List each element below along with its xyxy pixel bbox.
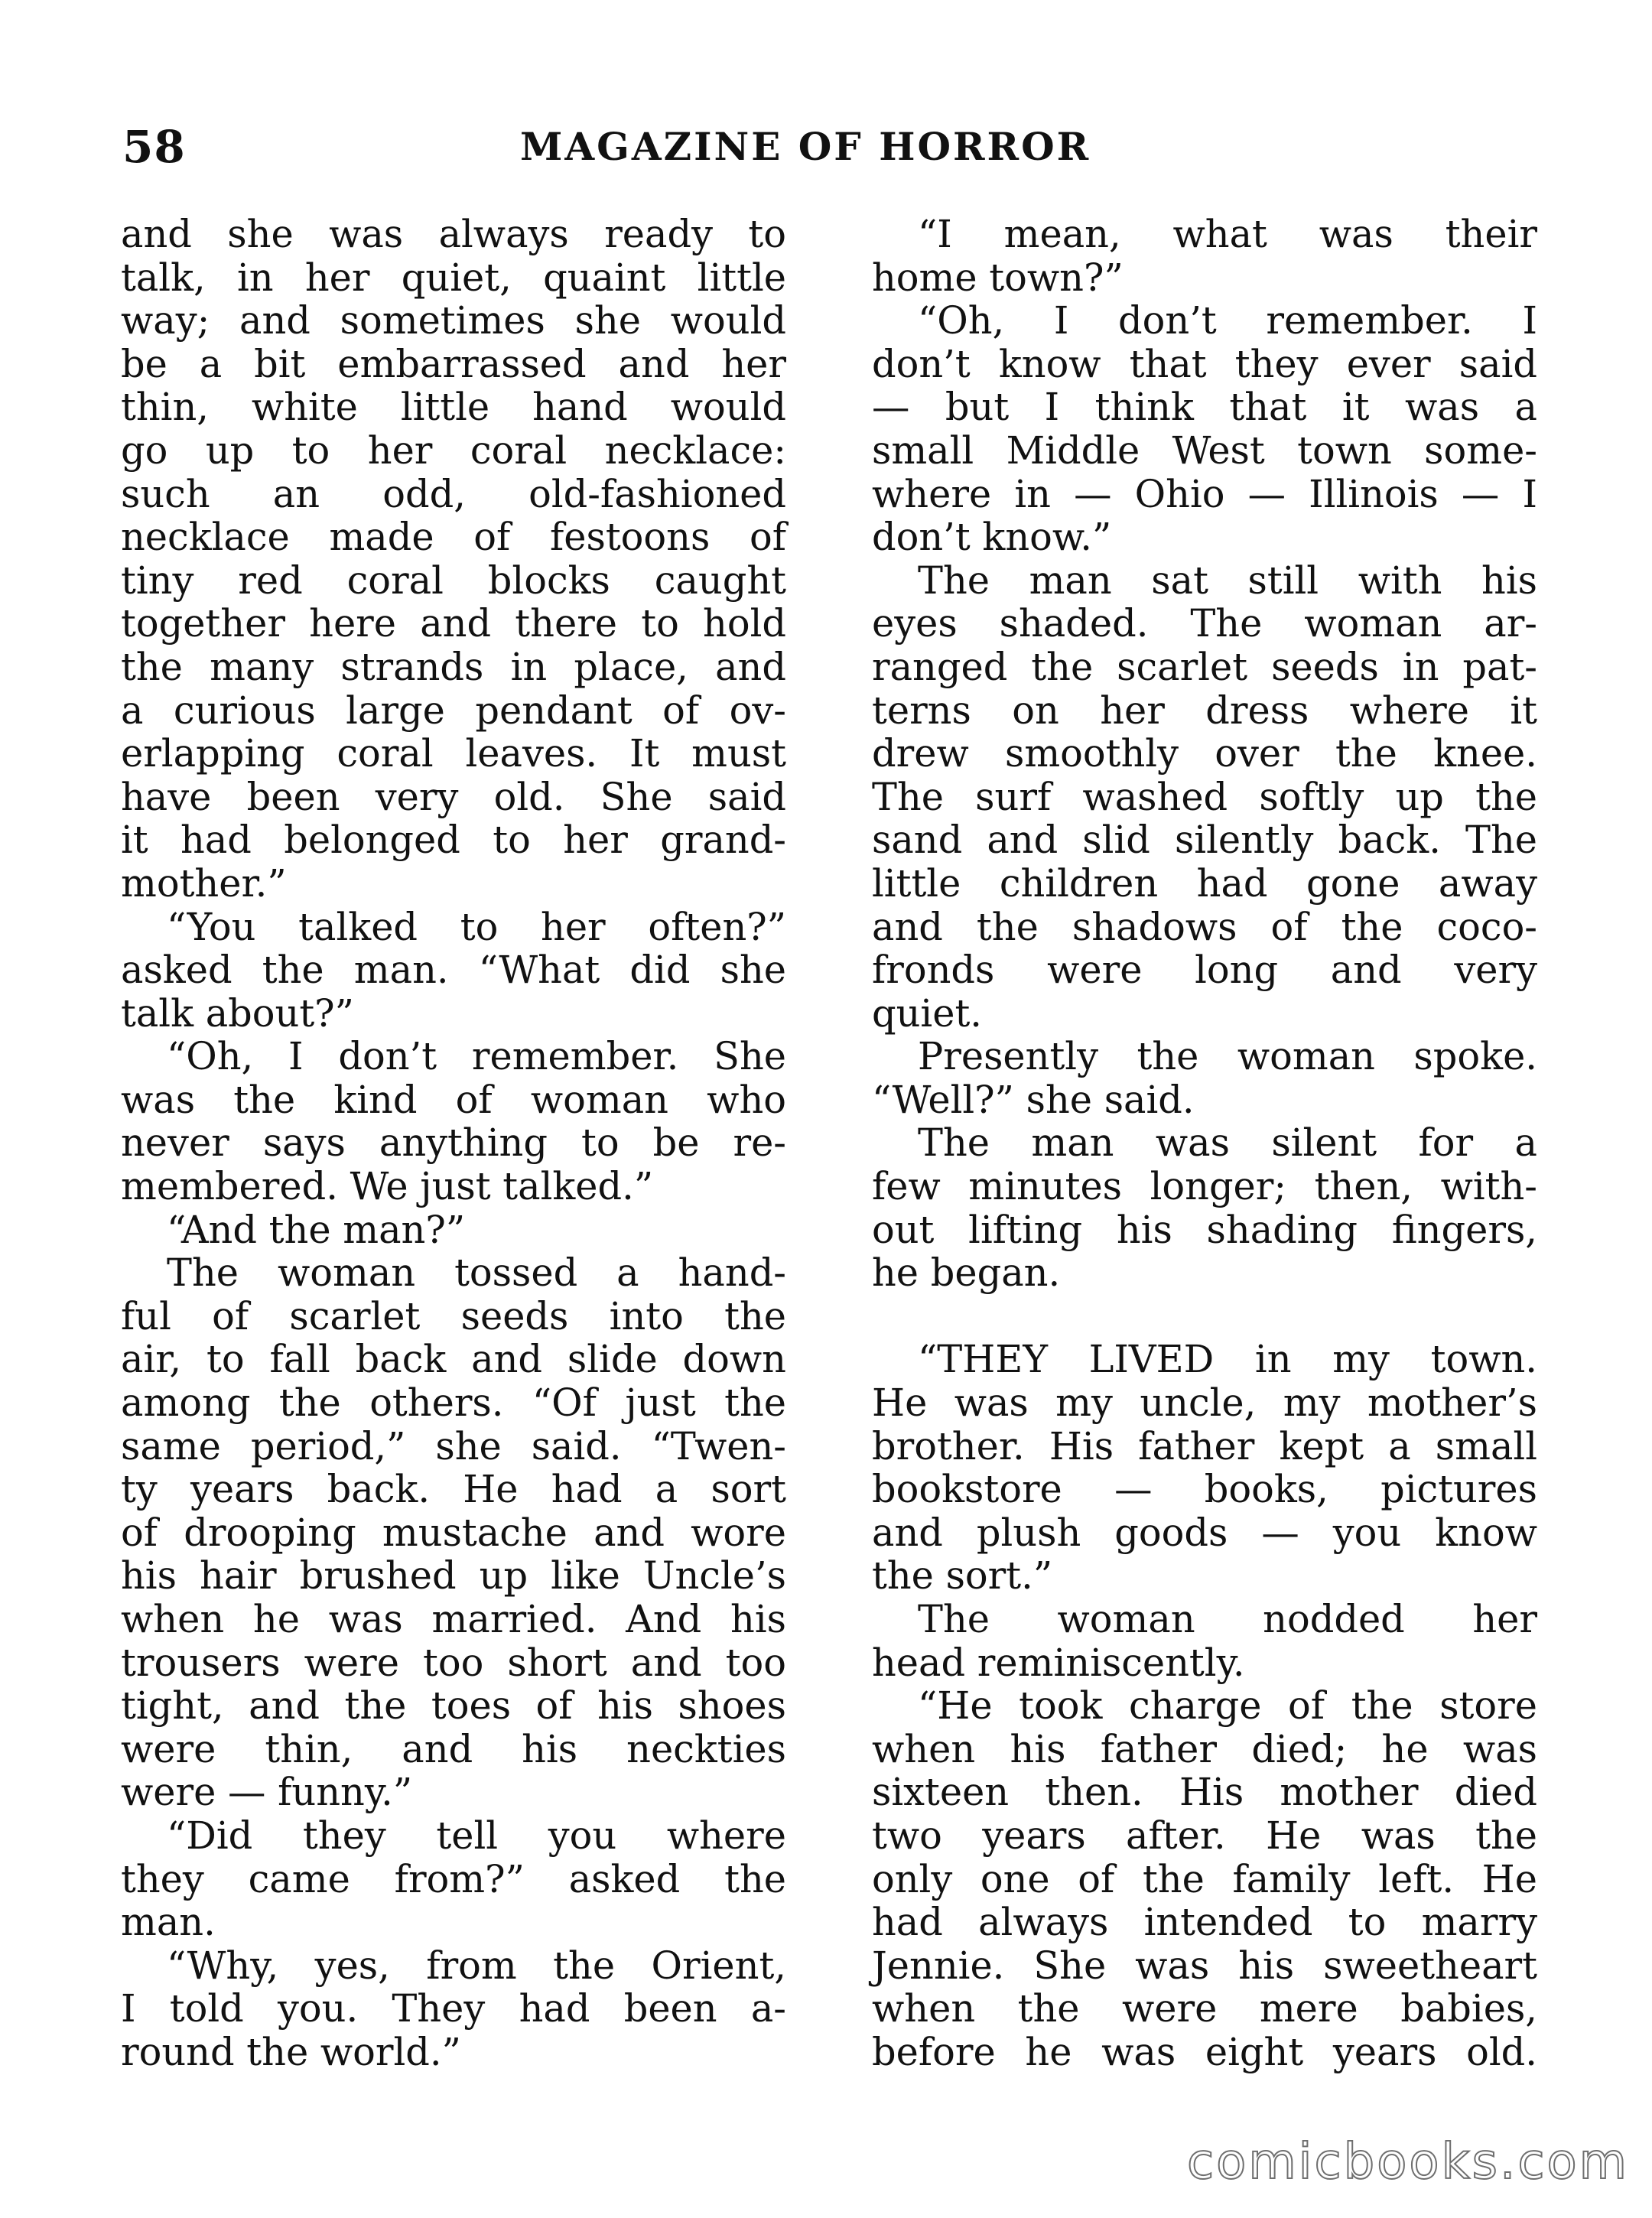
text-line: bookstore — books, pictures — [872, 1467, 1537, 1512]
text-line: The man was silent for a — [918, 1120, 1537, 1166]
text-line: out lifting his shading fingers, — [872, 1207, 1537, 1252]
text-line: was the kind of woman who — [121, 1077, 786, 1122]
text-line: necklace made of festoons of — [121, 515, 786, 560]
running-title: MAGAZINE OF HORROR — [520, 124, 1091, 169]
text-line: terns on her dress where it — [872, 688, 1537, 733]
text-line: few minutes longer; then, with- — [872, 1164, 1537, 1209]
text-line: never says anything to be re- — [121, 1120, 786, 1166]
text-line: two years after. He was the — [872, 1813, 1537, 1858]
text-line: The man sat still with his — [918, 558, 1537, 603]
text-line: when his father died; he was — [872, 1726, 1537, 1771]
text-line: the sort.” — [872, 1553, 1053, 1598]
text-line: before he was eight years old. — [872, 2029, 1537, 2074]
text-line: and she was always ready to — [121, 212, 786, 256]
site-watermark: comicbooks.com — [1186, 2134, 1629, 2190]
text-line: head reminiscently. — [872, 1640, 1245, 1685]
text-line: “He took charge of the store — [918, 1683, 1537, 1729]
text-line: he began. — [872, 1250, 1061, 1296]
text-line: home town?” — [872, 255, 1124, 300]
text-line: “Oh, I don’t remember. I — [918, 298, 1537, 343]
text-line: where in — Ohio — Illinois — I — [872, 471, 1537, 516]
text-line: — but I think that it was a — [872, 385, 1537, 430]
text-line: talk, in her quiet, quaint little — [121, 255, 786, 300]
text-line: fronds were long and very — [872, 948, 1537, 993]
text-line: brother. His father kept a small — [872, 1423, 1537, 1468]
text-line: ranged the scarlet seeds in pat- — [872, 644, 1537, 689]
text-line: were thin, and his neckties — [121, 1726, 786, 1771]
text-line: they came from?” asked the — [121, 1856, 786, 1901]
text-line: such an odd, old-fashioned — [121, 471, 786, 516]
text-line: together here and there to hold — [121, 601, 786, 646]
text-line: “THEY LIVED in my town. — [918, 1337, 1537, 1382]
text-line: “Oh, I don’t remember. She — [167, 1034, 786, 1079]
text-line: “You talked to her often?” — [167, 904, 786, 949]
text-line: talk about?” — [121, 990, 354, 1036]
text-line: asked the man. “What did she — [121, 948, 786, 993]
text-line: “I mean, what was their — [918, 212, 1537, 256]
text-line: tight, and the toes of his shoes — [121, 1683, 786, 1729]
text-line: go up to her coral necklace: — [121, 428, 786, 473]
text-line: I told you. They had been a- — [121, 1986, 786, 2031]
left-column — [121, 213, 786, 2074]
text-line: trousers were too short and too — [121, 1640, 786, 1685]
text-line: ful of scarlet seeds into the — [121, 1293, 786, 1338]
text-line: among the others. “Of just the — [121, 1381, 786, 1426]
text-line: membered. We just talked.” — [121, 1164, 654, 1209]
text-line: He was my uncle, my mother’s — [872, 1381, 1537, 1426]
text-line: eyes shaded. The woman ar- — [872, 601, 1537, 646]
text-line: of drooping mustache and wore — [121, 1510, 786, 1555]
text-line: round the world.” — [121, 2029, 461, 2074]
text-line: were — funny.” — [121, 1770, 413, 1815]
right-column — [872, 213, 1537, 2074]
text-line: the many strands in place, and — [121, 644, 786, 689]
text-line: “Well?” she said. — [872, 1077, 1195, 1122]
text-line: thin, white little hand would — [121, 385, 786, 430]
text-line: air, to fall back and slide down — [121, 1337, 786, 1382]
text-line: Presently the woman spoke. — [918, 1034, 1537, 1079]
text-line: be a bit embarrassed and her — [121, 341, 786, 386]
text-line: tiny red coral blocks caught — [121, 558, 786, 603]
text-line: don’t know that they ever said — [872, 341, 1537, 386]
text-line: small Middle West town some- — [872, 428, 1537, 473]
text-line: little children had gone away — [872, 860, 1537, 906]
text-line: when the were mere babies, — [872, 1986, 1537, 2031]
section-break — [872, 1295, 1537, 1338]
text-line: when he was married. And his — [121, 1597, 786, 1641]
text-line: way; and sometimes she would — [121, 298, 786, 343]
text-line: have been very old. She said — [121, 774, 786, 819]
text-line: ty years back. He had a sort — [121, 1467, 786, 1512]
text-line: and plush goods — you know — [872, 1510, 1537, 1555]
text-line: man. — [121, 1900, 216, 1945]
text-line: Jennie. She was his sweetheart — [872, 1943, 1537, 1988]
text-line: “Did they tell you where — [167, 1813, 786, 1858]
text-line: drew smoothly over the knee. — [872, 731, 1537, 776]
text-line: erlapping coral leaves. It must — [121, 731, 786, 776]
text-line: The surf washed softly up the — [872, 774, 1537, 819]
text-line: sixteen then. His mother died — [872, 1770, 1537, 1815]
text-line: had always intended to marry — [872, 1900, 1537, 1945]
text-line: a curious large pendant of ov- — [121, 688, 786, 733]
text-line: same period,” she said. “Twen- — [121, 1423, 786, 1468]
text-line: his hair brushed up like Uncle’s — [121, 1553, 786, 1598]
text-line: only one of the family left. He — [872, 1856, 1537, 1901]
text-line: The woman tossed a hand- — [167, 1250, 786, 1296]
text-line: sand and slid silently back. The — [872, 818, 1537, 863]
text-line: and the shadows of the coco- — [872, 904, 1537, 949]
text-line: “And the man?” — [167, 1207, 466, 1252]
text-line: “Why, yes, from the Orient, — [167, 1943, 786, 1988]
text-line: mother.” — [121, 860, 287, 906]
page-number: 58 — [122, 121, 186, 173]
text-line: The woman nodded her — [918, 1597, 1537, 1641]
text-line: it had belonged to her grand- — [121, 818, 786, 863]
text-line: don’t know.” — [872, 515, 1112, 560]
text-line: quiet. — [872, 990, 982, 1036]
